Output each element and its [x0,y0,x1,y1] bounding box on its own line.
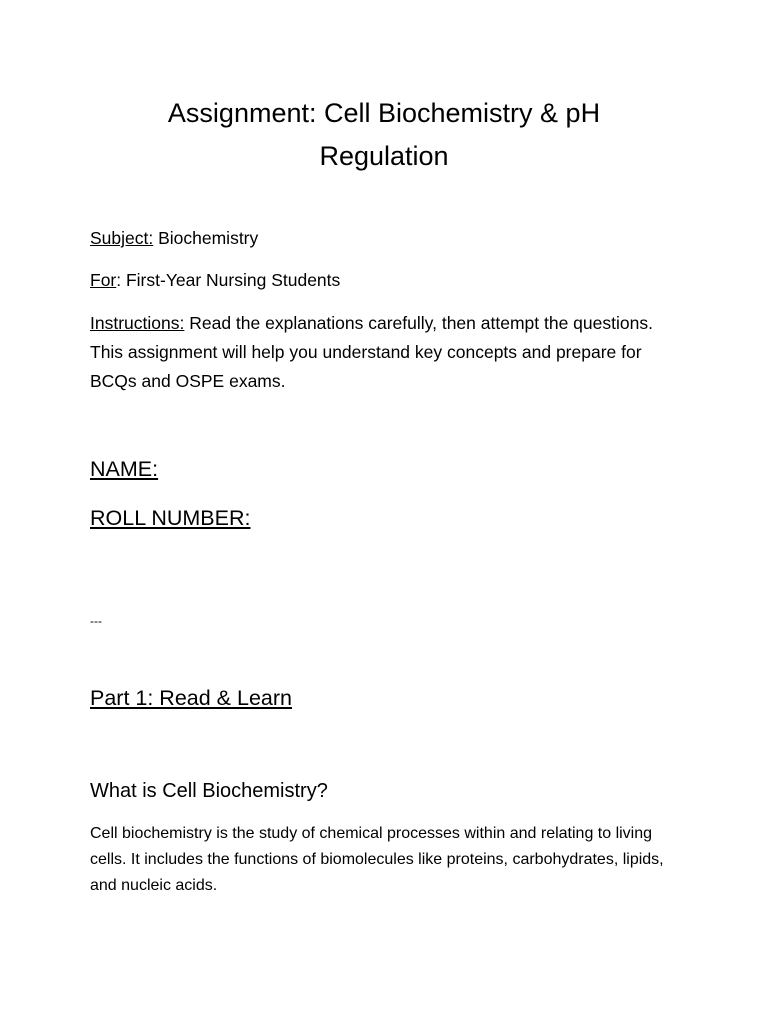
for-value: : First-Year Nursing Students [116,270,341,290]
subject-label: Subject: [90,228,154,248]
separator: --- [90,614,102,628]
instructions-paragraph [90,309,680,396]
for-line [90,266,690,295]
section-heading: What is Cell Biochemistry? [90,780,328,802]
instructions-label: Instructions: [90,313,185,333]
part-1-heading: Part 1: Read & Learn [90,686,292,710]
roll-number-field-label: ROLL NUMBER: [90,506,251,530]
instructions-text: Read the explanations carefully, then attempt the questions. This assignment will help you understand key concepts and prepare for BCQs and OSPE exams. [90,313,653,391]
title-line-2: Regulation [319,141,449,171]
document-title [90,92,678,178]
section-body: Cell biochemistry is the study of chemical processes within and relating to living cells. It includes the functions of biomolecules like proteins, carbohydrates, lipids, and nucleic acids. [90,825,664,894]
title-line-1: Assignment: Cell Biochemistry & pH [167,98,601,128]
subject-line [90,224,690,253]
for-label: For [90,270,117,290]
name-field-label: NAME: [90,457,159,481]
subject-value: Biochemistry [153,228,259,248]
